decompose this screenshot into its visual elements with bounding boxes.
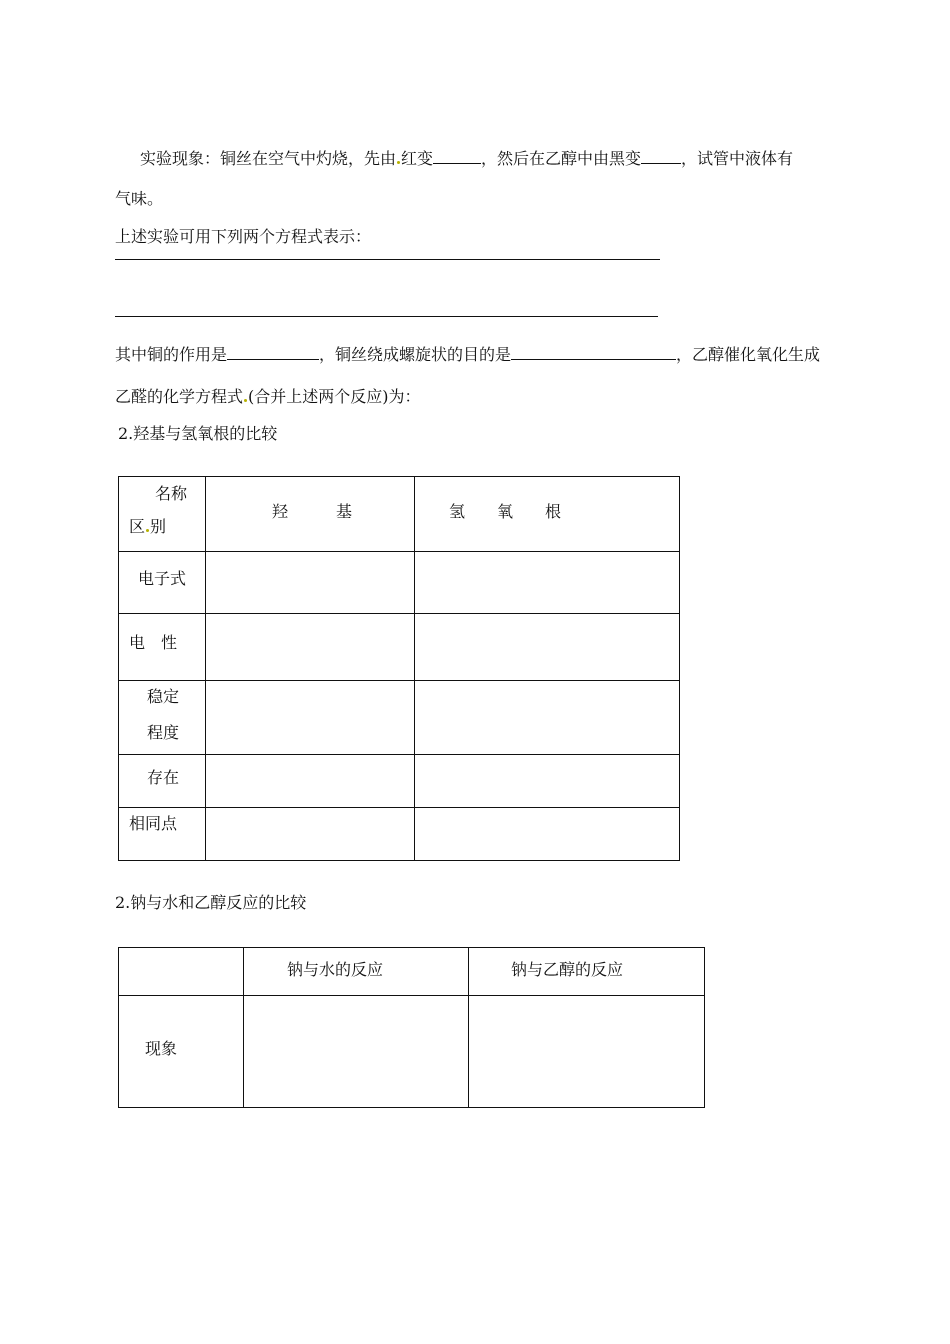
- answer-cell[interactable]: [206, 681, 415, 755]
- phenomenon-text-c: ，然后在乙醇中由黑变: [481, 149, 642, 168]
- row-label-cell: [119, 552, 206, 614]
- copper-text-d1: 乙醛的化学方程式: [115, 387, 244, 406]
- corner-top-label: 名称: [155, 484, 188, 503]
- row-label-stability-b: 程度: [147, 723, 180, 742]
- row-label-cell: [119, 614, 206, 681]
- row-label-cell: [119, 755, 206, 808]
- row-label-cell: [119, 681, 206, 755]
- header-hydroxide: 氢 氧 根: [449, 502, 562, 521]
- answer-cell[interactable]: [206, 552, 415, 614]
- answer-cell[interactable]: [415, 681, 680, 755]
- blank-red-to[interactable]: [433, 146, 481, 164]
- row-label-phenomenon: 现象: [145, 1039, 178, 1058]
- mark-dot: [397, 161, 400, 164]
- mark-dot: [146, 529, 149, 532]
- answer-cell[interactable]: [415, 552, 680, 614]
- row-label-cell: [119, 996, 244, 1108]
- row-label-similarity: 相同点: [129, 814, 178, 833]
- blank-copper-role[interactable]: [227, 342, 319, 360]
- mark-dot: [244, 399, 247, 402]
- phenomenon-line-1: [140, 146, 793, 169]
- header-hydroxyl: 羟 基: [272, 502, 353, 521]
- copper-line-2: [115, 384, 421, 407]
- blank-spiral-purpose[interactable]: [511, 342, 676, 360]
- copper-text-b: ，铜丝绕成螺旋状的目的是: [319, 345, 512, 364]
- header-hydroxide-cell: [415, 477, 680, 552]
- equation-blank-2[interactable]: [115, 316, 658, 317]
- equations-intro: 上述实验可用下列两个方程式表示：: [115, 227, 372, 246]
- copper-text-d2: (合并上述两个反应)为：: [248, 387, 421, 406]
- row-label-cell: [119, 808, 206, 861]
- blank-black-to[interactable]: [641, 146, 681, 164]
- answer-cell[interactable]: [206, 808, 415, 861]
- section-1-title: 2.羟基与氢氧根的比较: [118, 424, 278, 443]
- phenomenon-text-b: 红变: [401, 149, 434, 168]
- corner-bottom-label: 区 别: [129, 517, 167, 536]
- equation-blank-1[interactable]: [115, 259, 660, 260]
- answer-cell[interactable]: [415, 808, 680, 861]
- phenomenon-text-d: ，试管中液体有: [681, 149, 794, 168]
- copper-text-a: 其中铜的作用是: [115, 345, 228, 364]
- answer-cell[interactable]: [469, 996, 705, 1108]
- phenomenon-text-a: 实验现象：铜丝在空气中灼烧，先由: [140, 149, 397, 168]
- header-sodium-water: 钠与水的反应: [287, 960, 384, 979]
- answer-cell[interactable]: [206, 614, 415, 681]
- header-corner-cell: [119, 477, 206, 552]
- answer-cell[interactable]: [415, 755, 680, 808]
- row-label-stability-a: 稳定: [147, 687, 180, 706]
- row-label-existence: 存在: [147, 768, 180, 787]
- header-sodium-ethanol: 钠与乙醇的反应: [511, 960, 624, 979]
- copper-line-1: [115, 342, 820, 365]
- sodium-comparison-table: [118, 947, 705, 1108]
- hydroxyl-comparison-table: [118, 476, 680, 861]
- copper-text-c: ，乙醇催化氧化生成: [676, 345, 821, 364]
- row-label-charge: 电 性: [129, 633, 178, 652]
- answer-cell[interactable]: [206, 755, 415, 808]
- phenomenon-line-2: 气味。: [115, 189, 164, 208]
- answer-cell[interactable]: [244, 996, 469, 1108]
- row-label-electron-formula: 电子式: [138, 569, 187, 588]
- header-empty-cell: [119, 948, 244, 996]
- answer-cell[interactable]: [415, 614, 680, 681]
- section-2-title: 2.钠与水和乙醇反应的比较: [115, 893, 307, 912]
- header-water-cell: [244, 948, 469, 996]
